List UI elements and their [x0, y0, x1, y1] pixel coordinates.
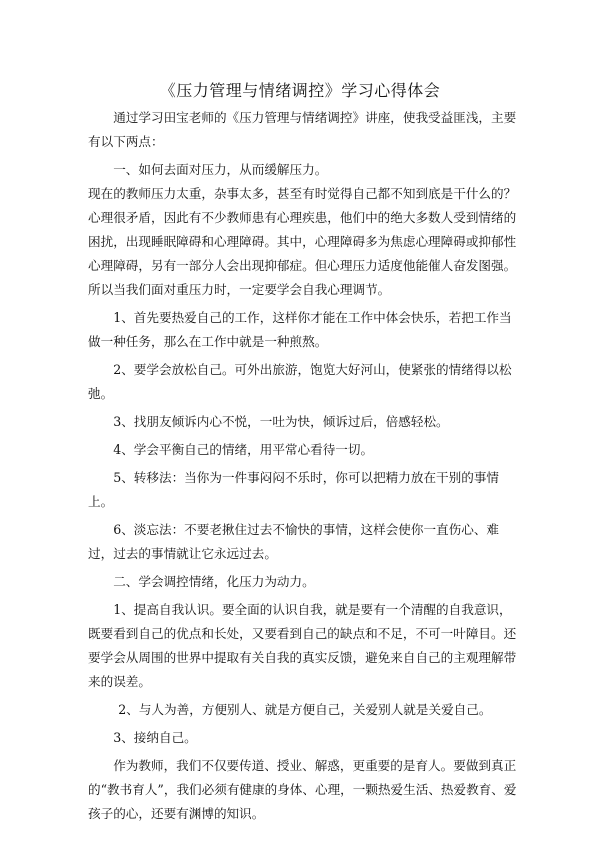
intro-paragraph: 通过学习田宝老师的《压力管理与情绪调控》讲座，使我受益匪浅，主要有以下两点：	[88, 110, 517, 149]
list-item: 2、要学会放松自己。可外出旅游，饱览大好河山，使紧张的情绪得以松弛。	[88, 362, 512, 401]
section-heading-2: 二、学会调控情绪，化压力为动力。	[113, 574, 315, 589]
closing-paragraph: 作为教师，我们不仅要传道、授业、解惑，更重要的是育人。要做到真正的“教书育人”，我们必须有健康的身体、心理，一颗热爱生活、热爱教育、爱孩子的心，还要有渊博的知识。	[88, 758, 517, 821]
list-item: 5、转移法：当你为一件事闷闷不乐时，你可以把精力放在干别的事情上。	[88, 470, 500, 509]
section-heading-1: 一、如何去面对压力，从而缓解压力。	[113, 162, 328, 177]
list-item: 1、首先要热爱自己的工作，这样你才能在工作中体会快乐，若把工作当做一种任务，那么在工作中就是一种煎熬。	[88, 310, 512, 349]
section-1-paragraph: 现在的教师压力太重，杂事太多，甚至有时觉得自己都不知到底是干什么的？心理很矛盾，因此有不少教师患有心理疾患，他们中的绝大多数人受到情绪的困扰，出现睡眠障碍和心理障碍。其中，心理障碍多为焦虑心理障碍或抑郁性心理障碍，另有一部分人会出现抑郁症。但心理压力适度他能催人奋发图强。所以当我们面对重压力时，一定要学会自我心理调节。	[88, 186, 517, 297]
list-item: 1、提高自我认识。要全面的认识自我，就是要有一个清醒的自我意识，既要看到自己的优点和长处，又要看到自己的缺点和不足，不可一叶障目。还要学会从周围的世界中提取有关自我的真实反馈，避免来自自己的主观理解带来的误差。	[88, 602, 517, 689]
document-title: 《压力管理与情绪调控》学习心得体会	[159, 81, 441, 100]
list-item: 3、找朋友倾诉内心不悦，一吐为快，倾诉过后，倍感轻松。	[113, 414, 449, 429]
document-body	[88, 106, 518, 826]
list-item: 2、与人为善，方便别人、就是方便自己，关爱别人就是关爱自己。	[118, 702, 492, 717]
list-item: 6、淡忘法：不要老揪住过去不愉快的事情，这样会使你一直伤心、难过，过去的事情就让它永远过去。	[88, 522, 500, 561]
list-item: 4、学会平衡自己的情绪，用平常心看待一切。	[113, 442, 374, 457]
list-item: 3、接纳自己。	[113, 730, 197, 745]
